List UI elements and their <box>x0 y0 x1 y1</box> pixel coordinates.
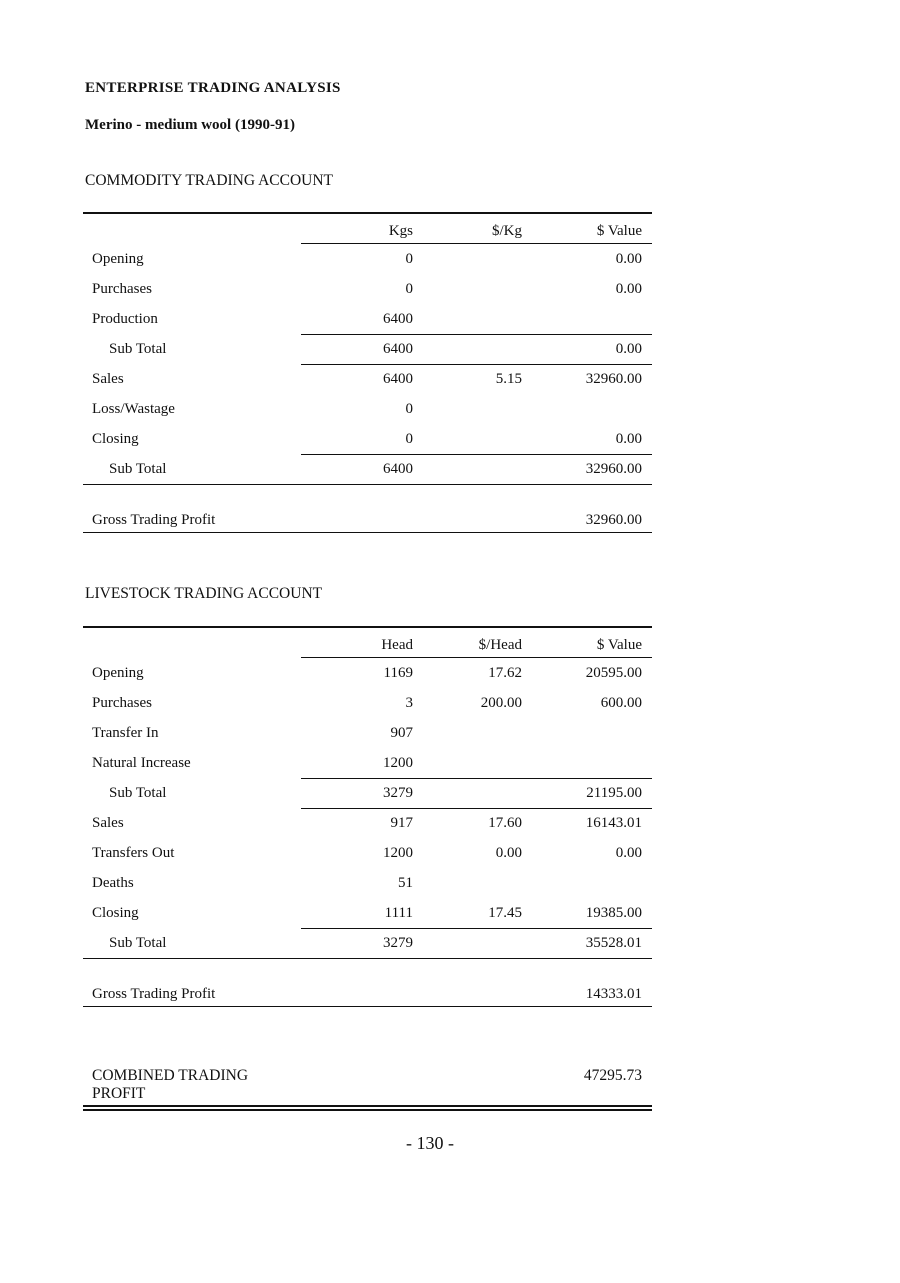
table-row <box>83 898 652 928</box>
row-rate: 200.00 <box>480 695 522 711</box>
gross-profit-value: 32960.00 <box>585 512 642 528</box>
row-qty: 3279 <box>383 935 413 951</box>
row-value: 0.00 <box>615 281 642 297</box>
row-label: Opening <box>92 665 144 681</box>
row-value: 35528.01 <box>585 935 642 951</box>
row-label: Opening <box>92 251 144 267</box>
table-row <box>83 364 652 394</box>
row-label: Sales <box>92 815 124 831</box>
row-value: 0.00 <box>615 341 642 357</box>
table-row <box>83 838 652 868</box>
commodity-table <box>83 212 652 533</box>
gross-profit-value: 14333.01 <box>585 986 642 1002</box>
gross-profit-row <box>83 959 652 1006</box>
table-row <box>83 274 652 304</box>
row-label: Closing <box>92 431 139 447</box>
section-rule <box>83 532 652 533</box>
row-rate: 0.00 <box>495 845 522 861</box>
gross-profit-label: Gross Trading Profit <box>92 512 216 528</box>
row-value: 600.00 <box>600 695 642 711</box>
combined-profit-value: 47295.73 <box>583 1067 642 1084</box>
livestock-heading: LIVESTOCK TRADING ACCOUNT <box>85 585 323 602</box>
row-value: 0.00 <box>615 251 642 267</box>
row-label: Closing <box>92 905 139 921</box>
row-rate: 17.60 <box>488 815 522 831</box>
row-qty: 3279 <box>383 785 413 801</box>
row-label: Natural Increase <box>92 755 191 771</box>
column-header-row <box>83 628 652 658</box>
table-row <box>83 748 652 778</box>
column-header-qty: Kgs <box>388 223 413 239</box>
column-header-rate: $/Head <box>478 637 522 653</box>
row-qty: 1111 <box>384 905 413 921</box>
row-qty: 6400 <box>383 461 413 477</box>
commodity-heading: COMMODITY TRADING ACCOUNT <box>85 172 334 189</box>
row-rate: 17.45 <box>488 905 522 921</box>
row-label: Production <box>92 311 158 327</box>
row-value: 32960.00 <box>585 371 642 387</box>
document-title: ENTERPRISE TRADING ANALYSIS <box>85 80 341 96</box>
column-header-value: $ Value <box>596 223 642 239</box>
table-row <box>83 394 652 424</box>
row-qty: 1200 <box>383 845 413 861</box>
column-header-value: $ Value <box>596 637 642 653</box>
gross-profit-label: Gross Trading Profit <box>92 986 216 1002</box>
row-qty: 1169 <box>383 665 413 681</box>
row-label: Purchases <box>92 281 152 297</box>
row-label: Sub Total <box>109 341 167 357</box>
row-qty: 6400 <box>383 341 413 357</box>
row-value: 32960.00 <box>585 461 642 477</box>
table-row <box>83 658 652 688</box>
row-label: Transfer In <box>92 725 159 741</box>
row-label: Purchases <box>92 695 152 711</box>
row-qty: 6400 <box>383 371 413 387</box>
row-qty: 6400 <box>383 311 413 327</box>
row-rate: 5.15 <box>495 371 522 387</box>
row-qty: 917 <box>390 815 413 831</box>
table-row <box>83 928 652 958</box>
table-row <box>83 718 652 748</box>
page-number: - 130 - <box>406 1133 454 1153</box>
row-label: Sub Total <box>109 785 167 801</box>
table-row <box>83 424 652 454</box>
row-qty: 3 <box>405 695 413 711</box>
table-row <box>83 334 652 364</box>
row-label: Sales <box>92 371 124 387</box>
row-rate: 17.62 <box>488 665 522 681</box>
row-value: 21195.00 <box>586 785 642 801</box>
row-value: 0.00 <box>615 431 642 447</box>
row-value: 20595.00 <box>585 665 642 681</box>
table-row <box>83 244 652 274</box>
row-label: Loss/Wastage <box>92 401 175 417</box>
table-row <box>83 808 652 838</box>
row-qty: 907 <box>390 725 413 741</box>
table-row <box>83 454 652 484</box>
row-qty: 0 <box>405 401 413 417</box>
combined-profit-label: COMBINED TRADING PROFIT <box>92 1067 249 1102</box>
column-header-row <box>83 214 652 244</box>
column-header-rate: $/Kg <box>492 223 522 239</box>
table-row <box>83 868 652 898</box>
double-rule <box>83 1105 652 1111</box>
row-value: 0.00 <box>615 845 642 861</box>
row-qty: 51 <box>398 875 413 891</box>
row-value: 19385.00 <box>585 905 642 921</box>
livestock-table <box>83 626 652 1007</box>
row-qty: 0 <box>405 281 413 297</box>
row-qty: 1200 <box>383 755 413 771</box>
row-label: Transfers Out <box>92 845 175 861</box>
row-qty: 0 <box>405 431 413 447</box>
table-row <box>83 304 652 334</box>
table-row <box>83 778 652 808</box>
row-label: Sub Total <box>109 461 167 477</box>
column-header-qty: Head <box>381 637 413 653</box>
gross-profit-row <box>83 485 652 532</box>
row-qty: 0 <box>405 251 413 267</box>
section-rule <box>83 1006 652 1007</box>
document-subtitle: Merino - medium wool (1990-91) <box>85 117 295 133</box>
row-label: Deaths <box>92 875 134 891</box>
row-value: 16143.01 <box>585 815 642 831</box>
table-row <box>83 688 652 718</box>
row-label: Sub Total <box>109 935 167 951</box>
